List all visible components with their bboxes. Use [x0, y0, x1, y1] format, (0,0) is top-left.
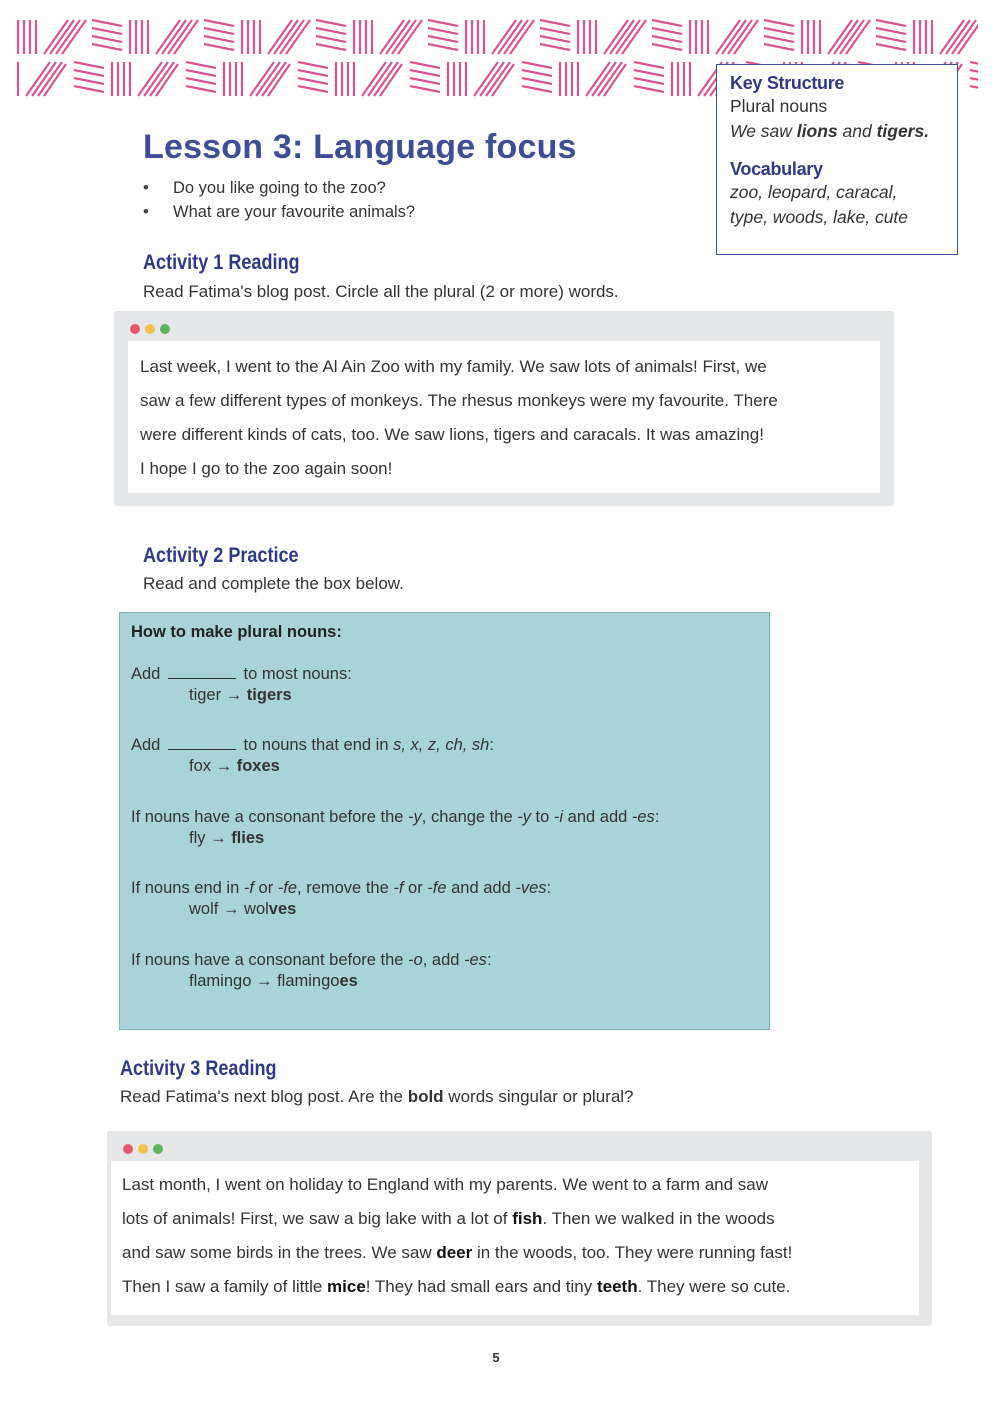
blog-line: Last month, I went on holiday to England with my parents. We went to a farm and saw [122, 1175, 769, 1194]
activity2-instruction: Read and complete the box below. [143, 574, 404, 593]
plural-rule: If nouns have a consonant before the -o, add -es: flamingo → flamingoes [131, 951, 492, 990]
window-dots [130, 321, 175, 339]
plural-rule: Add to most nouns: tiger → tigers [131, 665, 352, 704]
blog-line: saw a few different types of monkeys. The rhesus monkeys were my favourite. There [140, 391, 778, 410]
activity1-title: Activity 1 Reading [143, 251, 300, 274]
blog-line: Then I saw a family of little mice! They had small ears and tiny teeth. They were so cute. [122, 1277, 791, 1296]
key-structure-topic: Plural nouns [730, 96, 828, 116]
yellow-dot-icon [145, 324, 155, 334]
warmup-question: • What are your favourite animals? [143, 200, 415, 224]
blog-post-2-text [111, 1161, 919, 1315]
blog-post-2 [107, 1131, 932, 1326]
plural-rule: If nouns have a consonant before the -y, change the -y to -i and add -es: fly → flies [131, 808, 660, 847]
blog-post-1 [114, 311, 894, 506]
red-dot-icon [130, 324, 140, 334]
warmup-question: • Do you like going to the zoo? [143, 176, 415, 200]
vocabulary-line: type, woods, lake, cute [730, 207, 909, 227]
plural-rule: Add to nouns that end in s, x, z, ch, sh: fox → foxes [131, 736, 494, 775]
plural-rules-heading: How to make plural nouns: [131, 623, 342, 641]
blog-line: lots of animals! First, we saw a big lake with a lot of fish. Then we walked in the woods [122, 1209, 775, 1228]
answer-blank[interactable] [168, 737, 236, 750]
lesson-title: Lesson 3: Language focus [143, 128, 577, 166]
activity3-title: Activity 3 Reading [120, 1057, 277, 1080]
page-number: 5 [492, 1350, 500, 1365]
warmup-questions [143, 176, 415, 224]
vocabulary-heading: Vocabulary [730, 159, 823, 179]
blog-line: were different kinds of cats, too. We saw lions, tigers and caracals. It was amazing! [140, 425, 764, 444]
green-dot-icon [160, 324, 170, 334]
vocabulary-line: zoo, leopard, caracal, [730, 182, 898, 202]
blog-line: and saw some birds in the trees. We saw deer in the woods, too. They were running fast! [122, 1243, 793, 1262]
activity3-instruction: Read Fatima's next blog post. Are the bold words singular or plural? [120, 1087, 634, 1106]
activity2-title: Activity 2 Practice [143, 544, 299, 567]
activity1-instruction: Read Fatima's blog post. Circle all the plural (2 or more) words. [143, 282, 619, 301]
answer-blank[interactable] [168, 666, 236, 679]
plural-rules-box [119, 612, 770, 1030]
key-structure-box [716, 64, 958, 255]
green-dot-icon [153, 1144, 163, 1154]
key-structure-example: We saw lions and tigers. [730, 121, 930, 141]
blog-post-1-text [128, 341, 880, 493]
plural-rule: If nouns end in -f or -fe, remove the -f or -fe and add -ves: wolf → wolves [131, 879, 552, 918]
blog-line: I hope I go to the zoo again soon! [140, 459, 393, 478]
blog-line: Last week, I went to the Al Ain Zoo with my family. We saw lots of animals! First, we [140, 357, 767, 376]
yellow-dot-icon [138, 1144, 148, 1154]
key-structure-heading: Key Structure [730, 73, 845, 93]
window-dots [123, 1141, 168, 1159]
red-dot-icon [123, 1144, 133, 1154]
